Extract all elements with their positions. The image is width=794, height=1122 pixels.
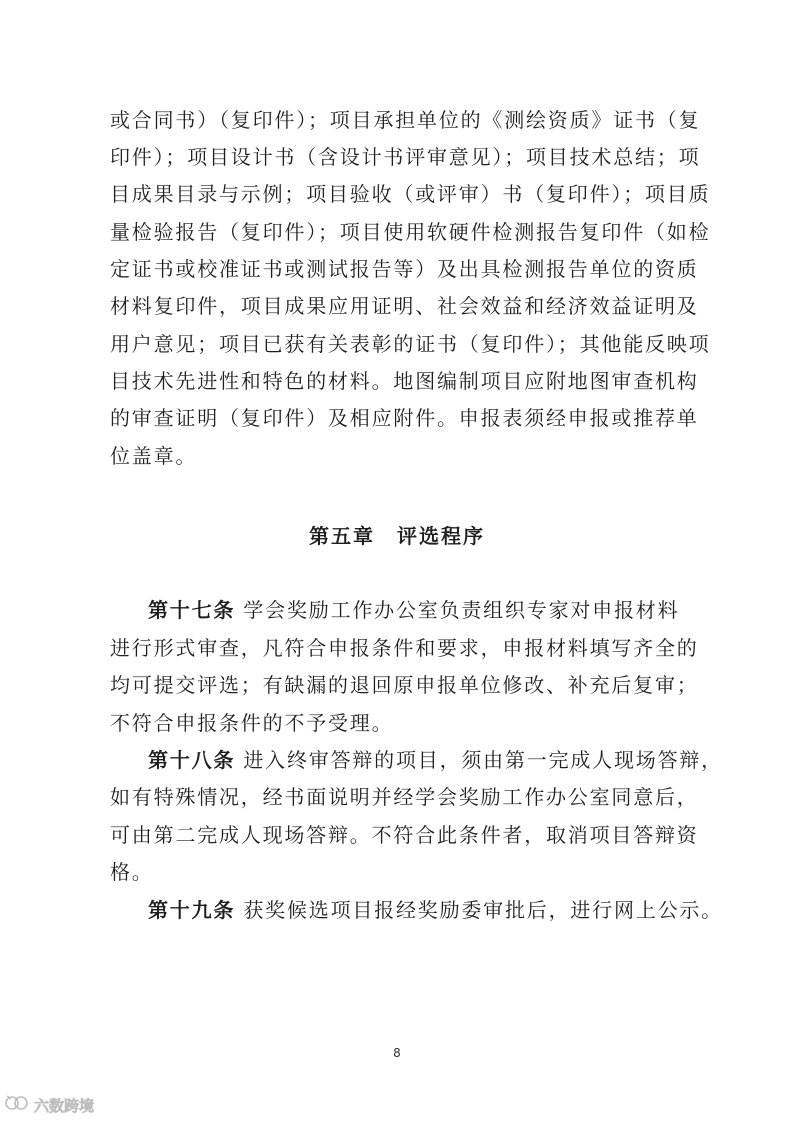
article-19-label: 第十九条 <box>148 898 236 922</box>
watermark <box>4 1093 94 1117</box>
watermark-logo-icon <box>4 1093 30 1117</box>
text-line: 进行形式审查，凡符合申报条件和要求，申报材料填写齐全的 <box>110 636 699 660</box>
text-line: 目成果目录与示例；项目验收（或评审）书（复印件）；项目质 <box>110 182 711 206</box>
page-number: 8 <box>393 1046 401 1060</box>
text-line: 获奖候选项目报经奖励委审批后，进行网上公示。 <box>243 898 723 922</box>
chapter-heading: 第五章 评选程序 <box>309 524 485 548</box>
text-line: 学会奖励工作办公室负责组织专家对申报材料 <box>243 598 680 622</box>
text-line: 可由第二完成人现场答辩。不符合此条件者，取消项目答辩资 <box>110 823 699 847</box>
article-18-first-line <box>148 746 723 774</box>
text-line: 的审查证明（复印件）及相应附件。申报表须经申报或推荐单 <box>110 406 699 430</box>
text-line: 均可提交评选；有缺漏的退回原申报单位修改、补充后复审； <box>110 673 699 697</box>
text-line: 材料复印件，项目成果应用证明、社会效益和经济效益证明及 <box>110 294 699 318</box>
text-line: 如有特殊情况，经书面说明并经学会奖励工作办公室同意后， <box>110 785 699 809</box>
text-line: 或合同书）（复印件）；项目承担单位的《测绘资质》证书（复 <box>110 108 701 132</box>
watermark-text: 六数跨境 <box>34 1096 95 1115</box>
text-line: 格。 <box>110 860 154 884</box>
text-line: 进入终审答辩的项目，须由第一完成人现场答辩， <box>243 748 723 772</box>
text-line: 定证书或校准证书或测试报告等）及出具检测报告单位的资质 <box>110 257 699 281</box>
text-line: 量检验报告（复印件）；项目使用软硬件检测报告复印件（如检 <box>110 220 711 244</box>
article-18-label: 第十八条 <box>148 748 236 772</box>
text-line: 位盖章。 <box>110 444 198 468</box>
text-line: 目技术先进性和特色的材料。地图编制项目应附地图审查机构 <box>110 369 699 393</box>
text-line: 印件）；项目设计书（含设计书评审意见）；项目技术总结；项 <box>110 145 701 169</box>
text-line: 不符合申报条件的不予受理。 <box>110 711 394 735</box>
text-line: 用户意见；项目已获有关表彰的证书（复印件）；其他能反映项 <box>110 332 711 356</box>
article-19-first-line <box>148 896 723 924</box>
article-17-first-line <box>148 596 679 624</box>
article-17-label: 第十七条 <box>148 598 236 622</box>
